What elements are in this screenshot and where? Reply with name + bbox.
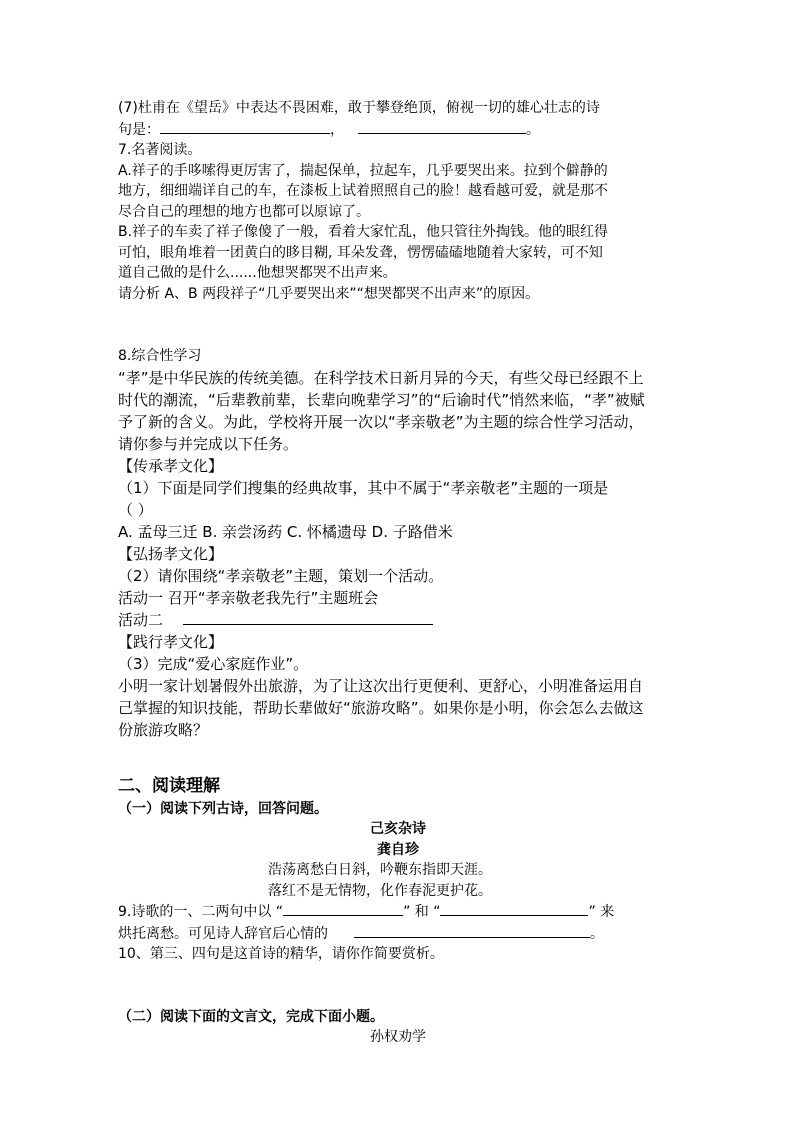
q8-1-answer-bracket: （ ） — [118, 500, 153, 519]
q9-line1 — [118, 901, 678, 923]
q7-question: 请分析 A、B 两段祥子“几乎要哭出来”“想哭都哭不出声来”的原因。 — [118, 285, 540, 302]
q7-poem-line1: (7)杜甫在《望岳》中表达不畏困难，敢于攀登绝顶，俯视一切的雄心壮志的诗 — [118, 100, 600, 116]
section-heading: 【弘扬孝文化】 — [118, 544, 224, 563]
period: 。 — [526, 121, 540, 138]
subsection-heading: （一）阅读下列古诗，回答问题。 — [118, 800, 328, 817]
activity-one: 活动一 召开“孝亲敬老我先行”主题班会 — [118, 588, 379, 607]
q9-text: ” 来 — [588, 904, 615, 920]
q9-text: 9.诗歌的一、二两句中以 “ — [118, 904, 284, 920]
subsection-heading: （二）阅读下面的文言文，完成下面小题。 — [118, 1008, 384, 1025]
section-heading: 【践行孝文化】 — [118, 632, 224, 651]
answer-blank[interactable] — [354, 923, 590, 938]
q8-intro-line: 请你参与并完成以下任务。 — [118, 434, 299, 453]
q8-1-question: （1）下面是同学们搜集的经典故事，其中不属于“孝亲敬老”主题的一项是 — [118, 478, 609, 497]
poem-line: 浩荡离愁白日斜，吟鞭东指即天涯。 — [268, 862, 492, 878]
comma: ， — [330, 121, 344, 138]
q8-intro-line: 予了新的含义。为此，学校将开展一次以“孝亲敬老”为主题的综合性学习活动， — [118, 412, 644, 431]
q9-text: 烘托离愁。可见诗人辞官后心情的 — [118, 925, 328, 942]
q7-title: 7.名著阅读。 — [118, 142, 202, 158]
passage-a-line: 地方，细细端详自己的车，在漆板上试着照照自己的脸！越看越可爱，就是那不 — [118, 183, 608, 199]
q9-line2 — [118, 923, 678, 945]
activity-two — [118, 609, 678, 631]
q9-text: ” 和 “ — [403, 904, 441, 920]
passage-a-line: 尽合自己的理想的地方也都可以原谅了。 — [118, 203, 370, 220]
q8-title: 8.综合性学习 — [118, 348, 202, 364]
part-two-heading: 二、阅读理解 — [118, 775, 220, 796]
answer-blank[interactable] — [440, 901, 588, 916]
answer-blank[interactable] — [283, 901, 403, 916]
document-page — [118, 98, 678, 1048]
section-heading: 【传承孝文化】 — [118, 456, 224, 475]
poem-author: 龚自珍 — [377, 841, 419, 858]
passage-b-line: 道自己做的是什么......他想哭都哭不出声来。 — [118, 265, 397, 281]
q8-3-line: 己掌握的知识技能，帮助长辈做好“旅游攻略”。如果你是小明，你会怎么去做这 — [118, 698, 644, 717]
activity-two-label: 活动二 — [118, 610, 164, 629]
q8-3-line: 小明一家计划暑假外出旅游，为了让这次出行更便利、更舒心，小明准备运用自 — [118, 676, 644, 695]
q8-2-question: （2）请你围绕“孝亲敬老”主题，策划一个活动。 — [118, 566, 444, 585]
passage-b-line: B.祥子的车卖了祥子像傻了一般，看着大家忙乱，他只管往外掏钱。他的眼红得 — [118, 224, 609, 240]
q8-1-options: A. 孟母三迁 B. 亲尝汤药 C. 怀橘遗母 D. 子路借米 — [118, 522, 453, 541]
q8-3-question: （3）完成“爱心家庭作业”。 — [118, 654, 309, 673]
q9-text: 。 — [590, 925, 604, 942]
passage-b-line: 可怕，眼角堆着一团黄白的眵目糊, 耳朵发聋，愣愣磕磕地随着大家转，可不知 — [118, 244, 603, 261]
q8-intro-line: 时代的潮流，“后辈教前辈，长辈向晚辈学习”的“后谕时代”悄然来临，“孝”被赋 — [118, 390, 645, 409]
poem-title: 己亥杂诗 — [370, 821, 426, 837]
answer-blank[interactable] — [183, 610, 433, 625]
q7-poem-line2 — [118, 119, 678, 141]
answer-blank[interactable] — [160, 119, 330, 134]
passage-a-line: A.祥子的手哆嗦得更厉害了，揣起保单，拉起车，几乎要哭出来。拉到个僻静的 — [118, 162, 608, 179]
q8-intro-line: “孝”是中华民族的传统美德。在科学技术日新月异的今天，有些父母已经跟不上 — [118, 368, 644, 387]
poem-line: 落红不是无情物，化作春泥更护花。 — [268, 882, 492, 899]
q10-question: 10、第三、四句是这首诗的精华，请你作简要赏析。 — [118, 946, 444, 962]
q7-poem-prefix: 句是： — [118, 121, 160, 138]
q8-3-line: 份旅游攻略？ — [118, 720, 209, 739]
classical-text-title: 孙权劝学 — [370, 1029, 426, 1045]
answer-blank[interactable] — [358, 119, 526, 134]
